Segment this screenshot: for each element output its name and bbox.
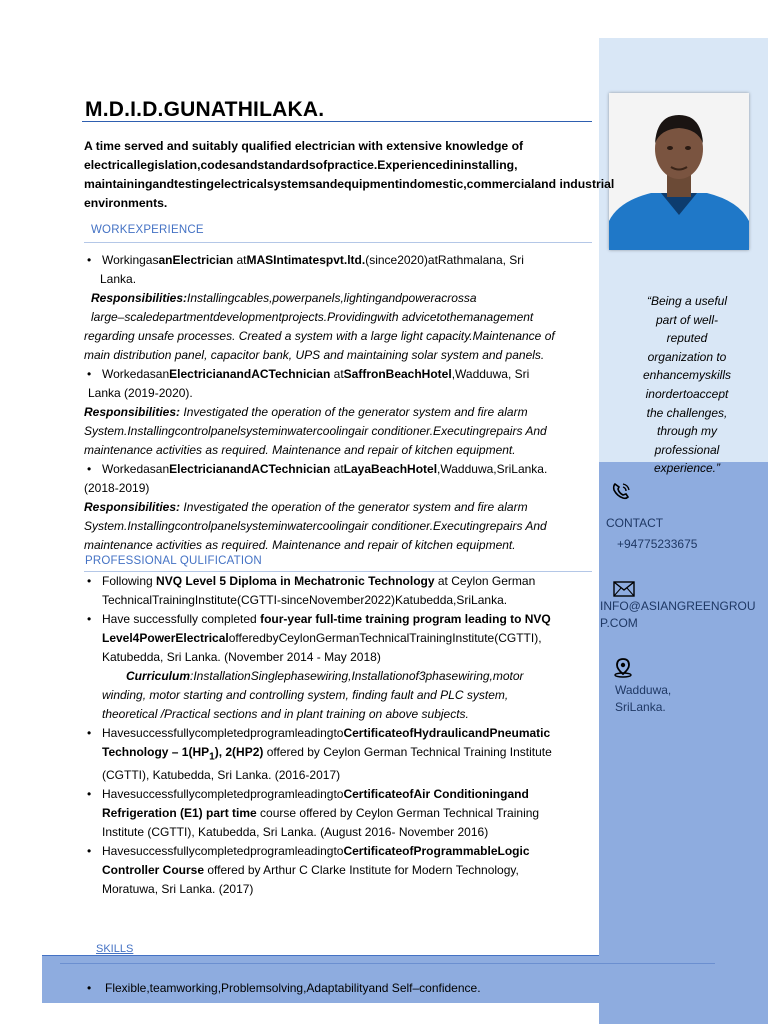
qualification-line: TechnicalTrainingInstitute(CGTTI-sinceNovember2022)Katubedda,SriLanka. bbox=[102, 593, 508, 607]
job-company: LayaBeachHotel bbox=[343, 462, 438, 476]
address bbox=[615, 682, 671, 716]
job-line: Lanka. bbox=[100, 272, 137, 286]
qualification-line bbox=[102, 861, 599, 880]
job-role: ElectricianandACTechnician bbox=[169, 367, 331, 381]
phone-icon bbox=[611, 481, 633, 506]
qualification-text: offered by Arthur C Clarke Institute for Modern Technology, bbox=[204, 863, 519, 878]
responsibility-text: Investigated the operation of the generator system and fire alarm bbox=[180, 405, 528, 419]
skills-heading: SKILLS bbox=[96, 943, 134, 955]
qualification-line: Institute (CGTTI), Katubedda, Sri Lanka. (August 2016- November 2016) bbox=[102, 825, 489, 840]
job-role: anElectrician bbox=[158, 253, 234, 267]
qualification-line bbox=[102, 743, 599, 766]
qualification-title: four-year full-time training program leading to NVQ bbox=[260, 612, 551, 626]
job-entry bbox=[84, 365, 599, 384]
job-company: SaffronBeachHotel bbox=[343, 367, 452, 381]
subscript: 1 bbox=[209, 751, 215, 763]
qualification-line: Katubedda, Sri Lanka. (November 2014 - May 2018) bbox=[102, 650, 381, 664]
job-role: ElectricianandACTechnician bbox=[169, 462, 331, 476]
summary-line: maintainingandtestingelectricalsystemsandequipmentindomestic,commercialand industrial bbox=[84, 177, 615, 191]
work-experience-rule bbox=[84, 242, 592, 243]
job-text: at bbox=[233, 253, 247, 267]
quote-line: enhancemyskills bbox=[642, 368, 732, 383]
candidate-name: M.D.I.D.GUNATHILAKA. bbox=[85, 98, 325, 121]
qualification-item bbox=[84, 724, 599, 785]
qualification-line bbox=[102, 842, 599, 861]
summary-line: A time served and suitably qualified electrician with extensive knowledge of bbox=[84, 139, 524, 153]
responsibility-text: Investigated the operation of the generator system and fire alarm bbox=[180, 500, 528, 514]
job-responsibilities bbox=[84, 498, 599, 517]
qualification-item bbox=[84, 842, 599, 899]
profile-photo bbox=[609, 93, 749, 250]
quote-line: inordertoaccept bbox=[645, 386, 729, 401]
location-pin-icon bbox=[612, 657, 634, 684]
qualification-text: Following bbox=[102, 574, 157, 588]
qualification-text: Have successfully completed bbox=[102, 612, 261, 626]
qualification-line bbox=[102, 724, 599, 743]
skills-bullet: • bbox=[87, 981, 92, 995]
qualification-line bbox=[102, 785, 599, 804]
email-line: INFO@ASIANGREENGROU bbox=[600, 599, 756, 613]
qualification-title: Technology – 1(HP bbox=[102, 745, 210, 759]
email-address bbox=[600, 598, 756, 632]
job-line: (2018-2019) bbox=[84, 481, 150, 495]
qualification-title: Level4PowerElectrical bbox=[102, 631, 229, 645]
job-text: ,Wadduwa,SriLanka. bbox=[437, 462, 548, 476]
job-responsibilities bbox=[84, 289, 599, 308]
curriculum-label: Curriculum bbox=[126, 669, 191, 683]
skills-rule bbox=[42, 955, 599, 956]
responsibilities-label: Responsibilities: bbox=[84, 405, 181, 419]
address-line: SriLanka. bbox=[615, 700, 666, 714]
qualification-line: (CGTTI), Katubedda, Sri Lanka. (2016-2017) bbox=[102, 768, 341, 783]
responsibility-line: regarding unsafe processes. Created a system with a large light capacity.Maintenance of bbox=[84, 329, 555, 343]
responsibilities-label: Responsibilities: bbox=[91, 291, 188, 305]
qualification-line bbox=[102, 629, 599, 648]
quote-line: the challenges, bbox=[646, 405, 728, 420]
qualification-title: Refrigeration (E1) part time bbox=[102, 806, 257, 821]
responsibility-line: maintenance activities as required. Maintenance and repair of kitchen equipment. bbox=[84, 443, 516, 457]
summary-line: electricallegislation,codesandstandardsofpractice.Experiencedininstalling, bbox=[84, 158, 518, 172]
phone-number: +94775233675 bbox=[617, 537, 698, 551]
job-responsibilities bbox=[84, 403, 599, 422]
responsibility-line: maintenance activities as required. Maintenance and repair of kitchen equipment. bbox=[84, 538, 516, 552]
qualification-text: offeredbyCeylonGermanTechnicalTrainingInstitute(CGTTI), bbox=[228, 631, 542, 645]
personal-quote bbox=[626, 292, 748, 478]
quote-line: experience.” bbox=[653, 461, 721, 476]
quote-line: reputed bbox=[666, 331, 708, 346]
qualification-text: Havesuccessfullycompletedprogramleadingto bbox=[102, 726, 344, 740]
qualification-text: offered by Ceylon German Technical Training Institute bbox=[263, 745, 552, 759]
responsibility-line: large–scaledepartmentdevelopmentprojects.Providingwith advicetothemanagement bbox=[91, 310, 534, 324]
qualification-line bbox=[102, 572, 599, 591]
qualification-text: Havesuccessfullycompletedprogramleadingto bbox=[102, 787, 344, 802]
job-text: ,Wadduwa, Sri bbox=[451, 367, 530, 381]
skills-divider bbox=[60, 963, 715, 964]
qualification-title: CertificateofProgrammableLogic bbox=[343, 844, 530, 859]
job-entry bbox=[84, 460, 599, 479]
job-text: Workingas bbox=[102, 253, 159, 267]
contact-heading: CONTACT bbox=[606, 516, 664, 530]
qualification-title: CertificateofAir Conditioningand bbox=[343, 787, 529, 802]
quote-line: through my bbox=[656, 424, 718, 439]
name-underline bbox=[82, 121, 592, 122]
qualification-line bbox=[102, 610, 599, 629]
responsibilities-label: Responsibilities: bbox=[84, 500, 181, 514]
skills-list bbox=[84, 981, 481, 995]
job-text: Workedasan bbox=[102, 462, 170, 476]
profile-summary bbox=[84, 137, 614, 213]
work-experience-list bbox=[84, 251, 599, 555]
job-line: Lanka (2019-2020). bbox=[88, 386, 193, 400]
quote-line: organization to bbox=[647, 349, 727, 364]
summary-line: environments. bbox=[84, 196, 168, 210]
qualification-heading: PROFESSIONAL QULIFICATION bbox=[85, 555, 262, 567]
qualification-title: CertificateofHydraulicandPneumatic bbox=[343, 726, 551, 740]
job-text: (since2020)atRathmalana, Sri bbox=[365, 253, 524, 267]
responsibility-text: Installingcables,powerpanels,lightingandpoweracrossa bbox=[187, 291, 477, 305]
qualification-title: ), 2(HP2) bbox=[214, 745, 264, 759]
curriculum-line bbox=[102, 667, 599, 686]
curriculum-line: winding, motor starting and controlling system, finding fault and PLC system, bbox=[102, 688, 509, 702]
job-entry bbox=[84, 251, 599, 270]
curriculum-text: :InstallationSinglephasewiring,Installationof3phasewiring,motor bbox=[190, 669, 524, 683]
responsibility-line: System.Installingcontrolpanelsysteminwatercoolingair conditioner.Executingrepairs And bbox=[84, 424, 547, 438]
qualification-item bbox=[84, 785, 599, 842]
qualification-line bbox=[102, 804, 599, 823]
qualification-list bbox=[84, 572, 599, 899]
qualification-text: at Ceylon German bbox=[434, 574, 536, 588]
qualification-line: Moratuwa, Sri Lanka. (2017) bbox=[102, 882, 254, 897]
qualification-title: NVQ Level 5 Diploma in Mechatronic Technology bbox=[156, 574, 435, 588]
quote-line: professional bbox=[654, 442, 720, 457]
job-text: at bbox=[330, 462, 344, 476]
work-experience-heading: WORKEXPERIENCE bbox=[91, 224, 204, 236]
job-company: MASIntimatespvt.ltd. bbox=[246, 253, 366, 267]
qualification-item bbox=[84, 610, 599, 724]
qualification-text: course offered by Ceylon German Technical Training bbox=[256, 806, 540, 821]
job-text: at bbox=[330, 367, 344, 381]
qualification-item bbox=[84, 572, 599, 610]
qualification-title: Controller Course bbox=[102, 863, 205, 878]
quote-line: “Being a useful bbox=[646, 294, 728, 308]
responsibility-line: main distribution panel, capacitor bank, UPS and maintaining solar system and panels. bbox=[84, 348, 545, 362]
skills-text: Flexible,teamworking,Problemsolving,Adaptabilityand Self–confidence. bbox=[105, 981, 481, 995]
email-line: P.COM bbox=[600, 616, 638, 630]
responsibility-line: System.Installingcontrolpanelsysteminwatercoolingair conditioner.Executingrepairs And bbox=[84, 519, 547, 533]
job-text: Workedasan bbox=[102, 367, 170, 381]
address-line: Wadduwa, bbox=[615, 683, 672, 697]
qualification-text: Havesuccessfullycompletedprogramleadingto bbox=[102, 844, 344, 859]
curriculum-line: theoretical /Practical sections and in plant training on above subjects. bbox=[102, 707, 469, 721]
quote-line: part of well- bbox=[655, 312, 719, 327]
